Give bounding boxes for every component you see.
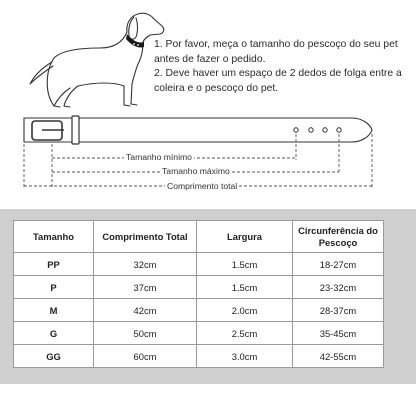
table-header-row xyxy=(14,221,384,253)
cell-total-length: 32cm xyxy=(94,253,197,276)
cell-size: P xyxy=(14,276,94,299)
collar-on-dog xyxy=(126,34,144,48)
table-row xyxy=(14,299,384,322)
cell-size: M xyxy=(14,299,94,322)
cell-neck: 18-27cm xyxy=(293,253,384,276)
table-row xyxy=(14,322,384,345)
table-row xyxy=(14,253,384,276)
cell-width: 2.0cm xyxy=(197,299,293,322)
cell-neck: 28-37cm xyxy=(293,299,384,322)
size-illustration xyxy=(0,0,416,205)
min-size-label: Tamanho mínimo xyxy=(126,152,192,162)
header-size: Tamanho xyxy=(14,221,94,253)
cell-neck: 23-32cm xyxy=(293,276,384,299)
cell-neck: 35-45cm xyxy=(293,322,384,345)
instruction-2: 2. Deve haver um espaço de 2 dedos de folga entre a coleira e o pescoço do pet. xyxy=(154,68,402,94)
header-total-length: Comprimento Total xyxy=(94,221,197,253)
header-width: Largura xyxy=(197,221,293,253)
cell-size: PP xyxy=(14,253,94,276)
collar-hole xyxy=(337,128,341,132)
collar-diagram xyxy=(0,110,416,220)
measurement-instructions xyxy=(154,38,406,96)
table-row xyxy=(14,276,384,299)
cell-width: 2.5cm xyxy=(197,322,293,345)
cell-total-length: 37cm xyxy=(94,276,197,299)
cell-width: 1.5cm xyxy=(197,253,293,276)
cell-size: G xyxy=(14,322,94,345)
max-size-label: Tamanho máximo xyxy=(162,166,230,176)
header-neck-circumference: Circunferência do Pescoço xyxy=(293,221,384,253)
cell-total-length: 50cm xyxy=(94,322,197,345)
cell-neck: 42-55cm xyxy=(293,345,384,368)
keeper-loop xyxy=(72,116,79,144)
cell-width: 1.5cm xyxy=(197,276,293,299)
cell-width: 3.0cm xyxy=(197,345,293,368)
table-row xyxy=(14,345,384,368)
cell-total-length: 42cm xyxy=(94,299,197,322)
cell-size: GG xyxy=(14,345,94,368)
cell-total-length: 60cm xyxy=(94,345,197,368)
total-length-label: Comprimento total xyxy=(167,181,238,191)
collar-hole xyxy=(323,128,327,132)
size-table xyxy=(13,220,384,368)
size-table-panel xyxy=(0,209,416,384)
collar-hole xyxy=(309,128,313,132)
instruction-1: 1. Por favor, meça o tamanho do pescoço do seu pet antes de fazer o pedido. xyxy=(154,39,398,65)
collar-hole xyxy=(294,128,298,132)
